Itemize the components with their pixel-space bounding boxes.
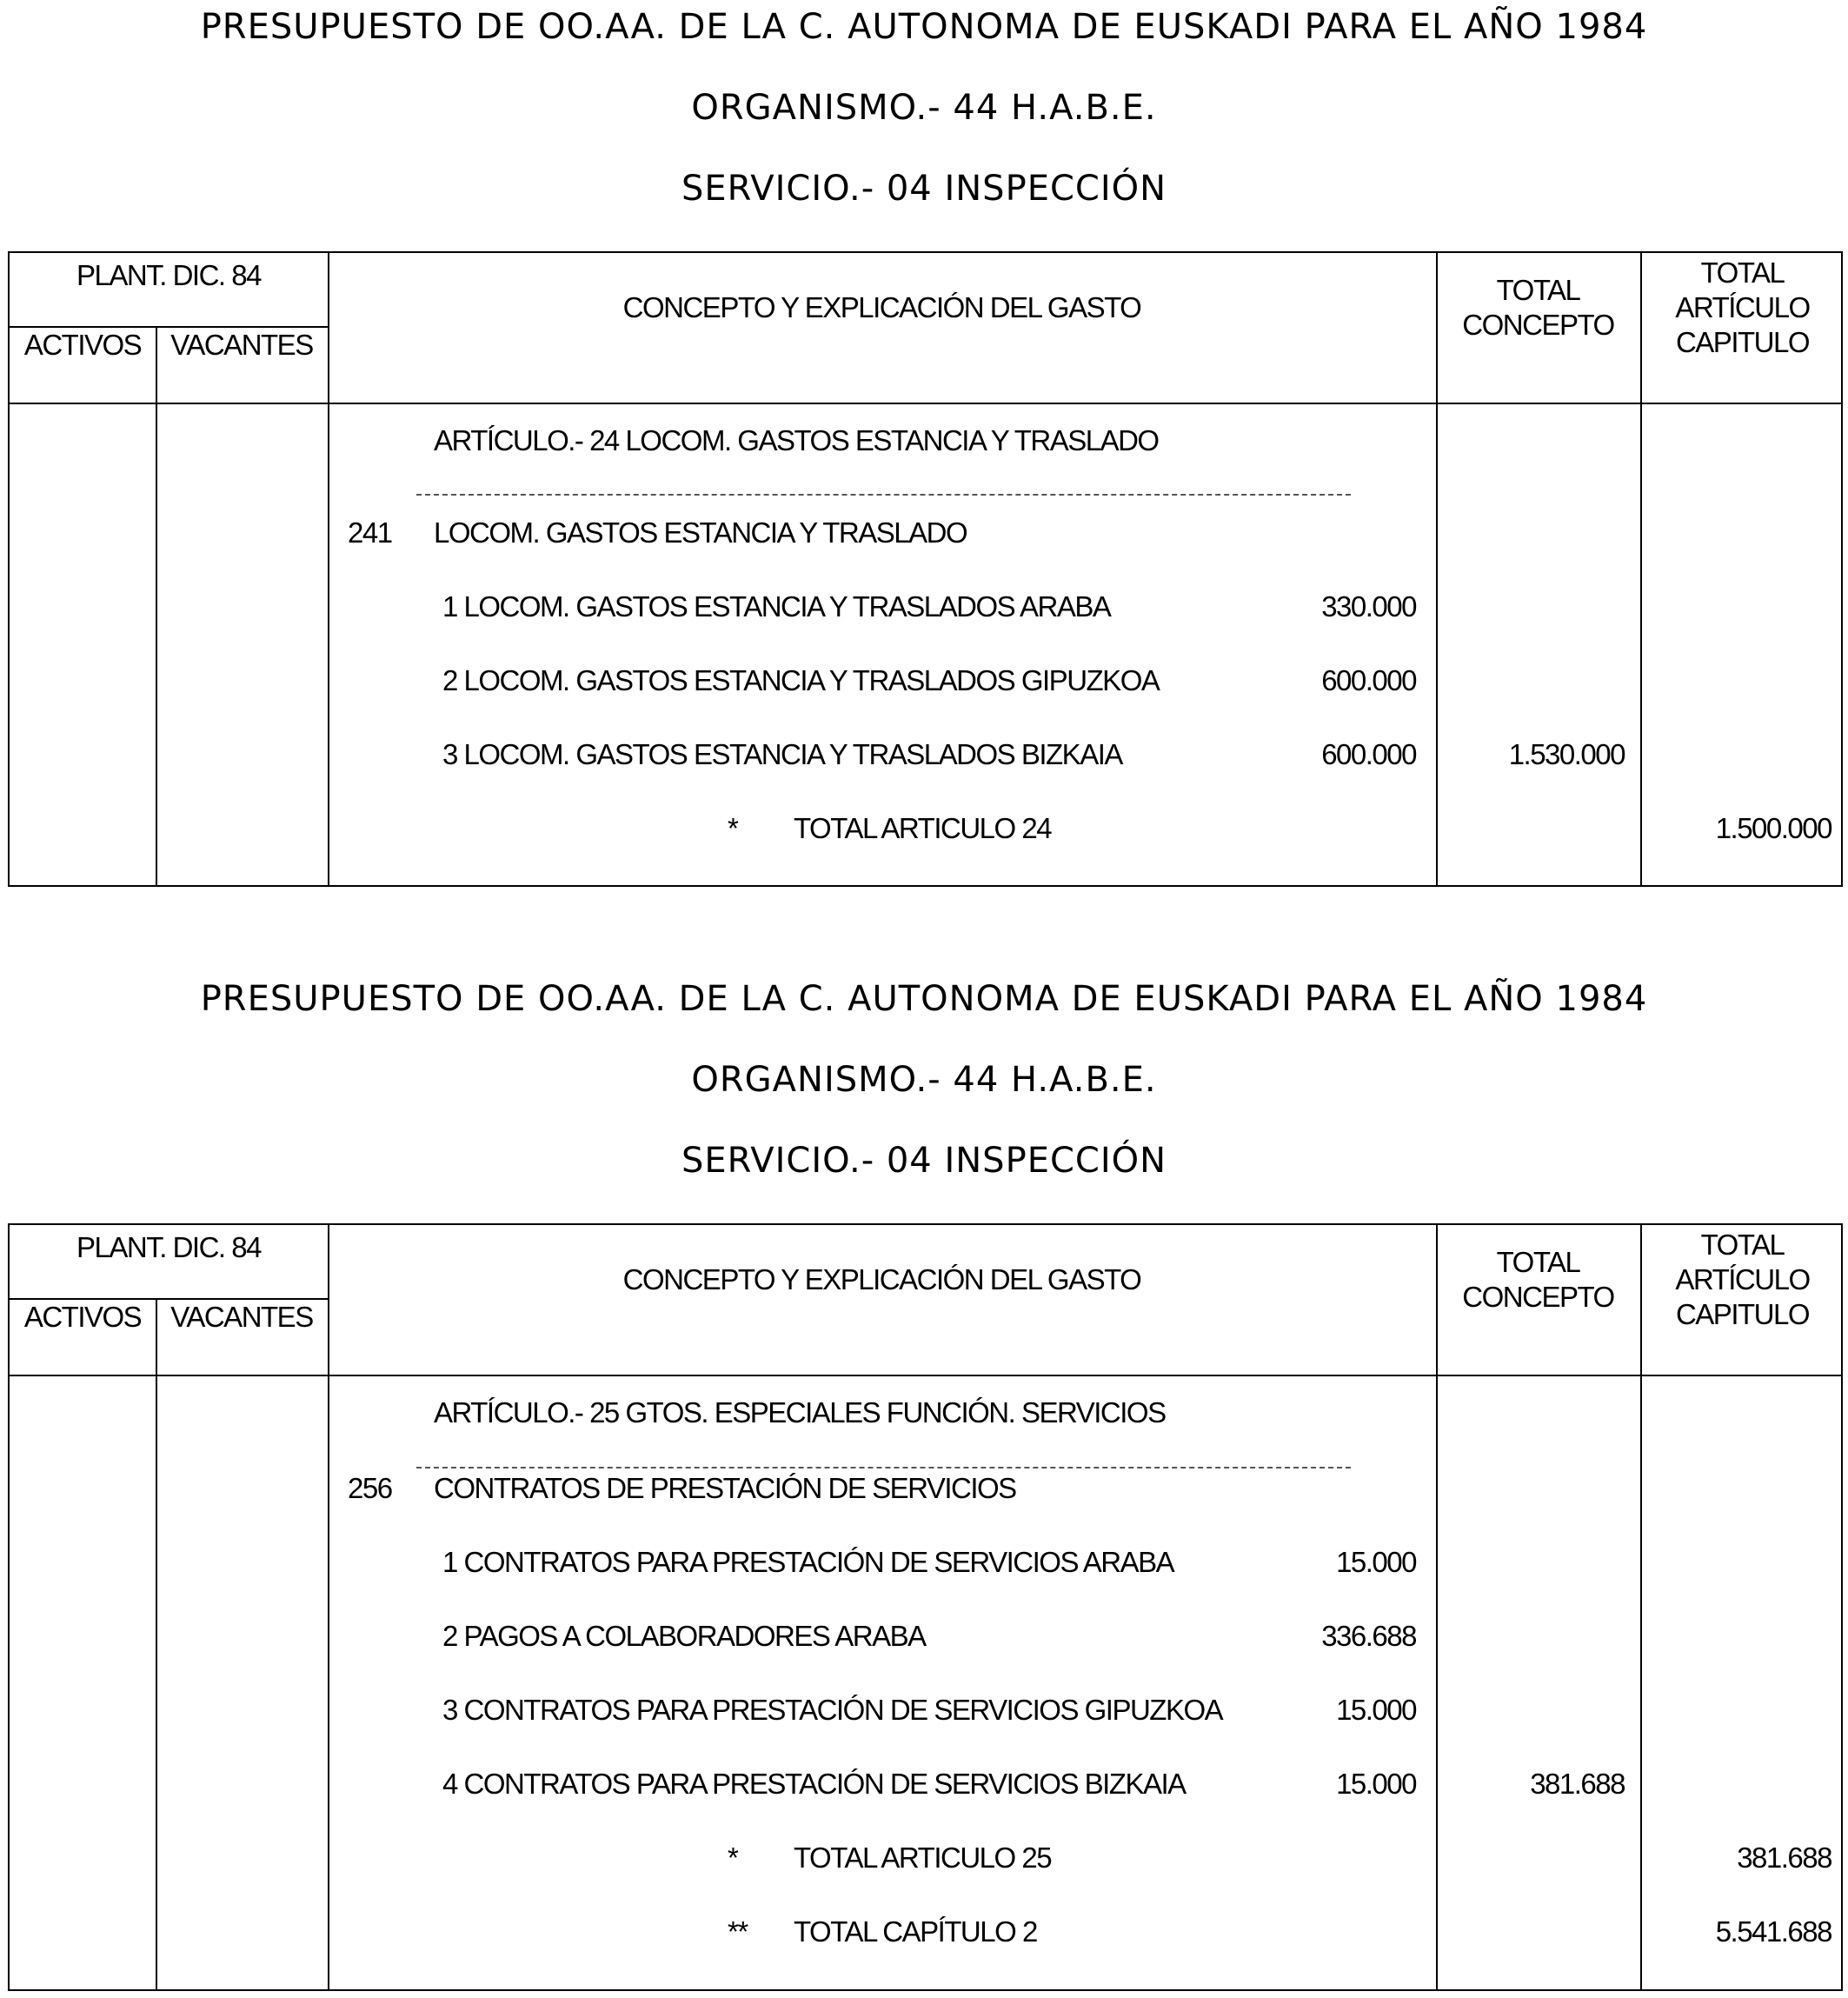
total-value: 1.500.000 (1715, 812, 1831, 844)
budget-table (8, 251, 1843, 887)
plant-header: PLANT. DIC. 84 (76, 259, 261, 291)
item-amount: 15.000 (1336, 1694, 1416, 1726)
total-label: TOTAL ARTICULO 25 (794, 1841, 1052, 1874)
dashed-separator (416, 1467, 1351, 1469)
servicio-heading: SERVICIO.- 04 INSPECCIÓN (681, 169, 1167, 209)
document-title: PRESUPUESTO DE OO.AA. DE LA C. AUTONOMA DE EUSKADI PARA EL AÑO 1984 (200, 7, 1648, 47)
total-value: 381.688 (1737, 1841, 1831, 1874)
articulo-heading: ARTÍCULO.- 25 GTOS. ESPECIALES FUNCIÓN. SERVICIOS (434, 1396, 1166, 1429)
column-divider (156, 1298, 157, 1989)
item-text: 2 PAGOS A COLABORADORES ARABA (442, 1620, 926, 1652)
total-articulo-header-line1: TOTAL (1700, 1229, 1785, 1261)
total-articulo-header-line3: CAPITULO (1675, 326, 1810, 358)
column-divider (156, 326, 157, 885)
document-title: PRESUPUESTO DE OO.AA. DE LA C. AUTONOMA DE EUSKADI PARA EL AÑO 1984 (200, 979, 1648, 1019)
servicio-heading: SERVICIO.- 04 INSPECCIÓN (681, 1141, 1167, 1181)
item-amount: 15.000 (1336, 1768, 1416, 1800)
total-concepto-header-line1: TOTAL (1496, 1246, 1580, 1278)
activos-header: ACTIVOS (23, 1301, 142, 1333)
header-divider (10, 403, 1841, 404)
total-articulo-header-line2: ARTÍCULO (1675, 1263, 1810, 1295)
total-concepto-header-line1: TOTAL (1496, 274, 1580, 306)
item-amount: 336.688 (1321, 1620, 1416, 1652)
concept-name: CONTRATOS DE PRESTACIÓN DE SERVICIOS (434, 1472, 1016, 1504)
total-value: 5.541.688 (1715, 1915, 1831, 1948)
total-articulo-header-line1: TOTAL (1700, 256, 1785, 289)
column-divider (1436, 253, 1438, 885)
concepto-header: CONCEPTO Y EXPLICACIÓN DEL GASTO (622, 291, 1141, 323)
item-text: 1 LOCOM. GASTOS ESTANCIA Y TRASLADOS ARABA (442, 590, 1111, 623)
item-text: 1 CONTRATOS PARA PRESTACIÓN DE SERVICIOS ARABA (442, 1546, 1174, 1578)
item-text: 4 CONTRATOS PARA PRESTACIÓN DE SERVICIOS BIZKAIA (442, 1768, 1186, 1800)
total-articulo-header-line2: ARTÍCULO (1675, 291, 1810, 323)
concept-code: 241 (348, 516, 392, 549)
plant-subheader-divider (10, 1298, 328, 1300)
item-text: 2 LOCOM. GASTOS ESTANCIA Y TRASLADOS GIPUZKOA (442, 664, 1160, 696)
item-amount: 15.000 (1336, 1546, 1416, 1578)
activos-header: ACTIVOS (23, 329, 142, 361)
total-mark: * (728, 1841, 738, 1874)
plant-subheader-divider (10, 326, 328, 328)
header-divider (10, 1375, 1841, 1376)
budget-table (8, 1223, 1843, 1991)
item-text: 3 CONTRATOS PARA PRESTACIÓN DE SERVICIOS GIPUZKOA (442, 1694, 1223, 1726)
vacantes-header: VACANTES (170, 329, 313, 361)
total-label: TOTAL ARTICULO 24 (794, 812, 1052, 844)
vacantes-header: VACANTES (170, 1301, 313, 1333)
total-label: TOTAL CAPÍTULO 2 (794, 1915, 1037, 1948)
organismo-heading: ORGANISMO.- 44 H.A.B.E. (691, 88, 1157, 128)
concept-code: 256 (348, 1472, 392, 1504)
total-mark: ** (728, 1915, 748, 1948)
column-divider (328, 1225, 329, 1989)
item-text: 3 LOCOM. GASTOS ESTANCIA Y TRASLADOS BIZKAIA (442, 738, 1122, 770)
articulo-heading: ARTÍCULO.- 24 LOCOM. GASTOS ESTANCIA Y TRASLADO (434, 424, 1159, 456)
organismo-heading: ORGANISMO.- 44 H.A.B.E. (691, 1060, 1157, 1100)
item-amount: 600.000 (1321, 664, 1416, 696)
column-divider (1436, 1225, 1438, 1989)
item-amount: 330.000 (1321, 590, 1416, 623)
column-divider (328, 253, 329, 885)
concepto-header: CONCEPTO Y EXPLICACIÓN DEL GASTO (622, 1263, 1141, 1295)
item-total-concepto: 1.530.000 (1508, 738, 1625, 770)
total-articulo-header-line3: CAPITULO (1675, 1298, 1810, 1330)
total-mark: * (728, 812, 738, 844)
total-concepto-header-line2: CONCEPTO (1462, 309, 1614, 341)
plant-header: PLANT. DIC. 84 (76, 1231, 261, 1263)
dashed-separator (416, 494, 1351, 496)
total-concepto-header-line2: CONCEPTO (1462, 1281, 1614, 1313)
concept-name: LOCOM. GASTOS ESTANCIA Y TRASLADO (434, 516, 967, 549)
item-total-concepto: 381.688 (1530, 1768, 1625, 1800)
column-divider (1640, 1225, 1642, 1989)
item-amount: 600.000 (1321, 738, 1416, 770)
